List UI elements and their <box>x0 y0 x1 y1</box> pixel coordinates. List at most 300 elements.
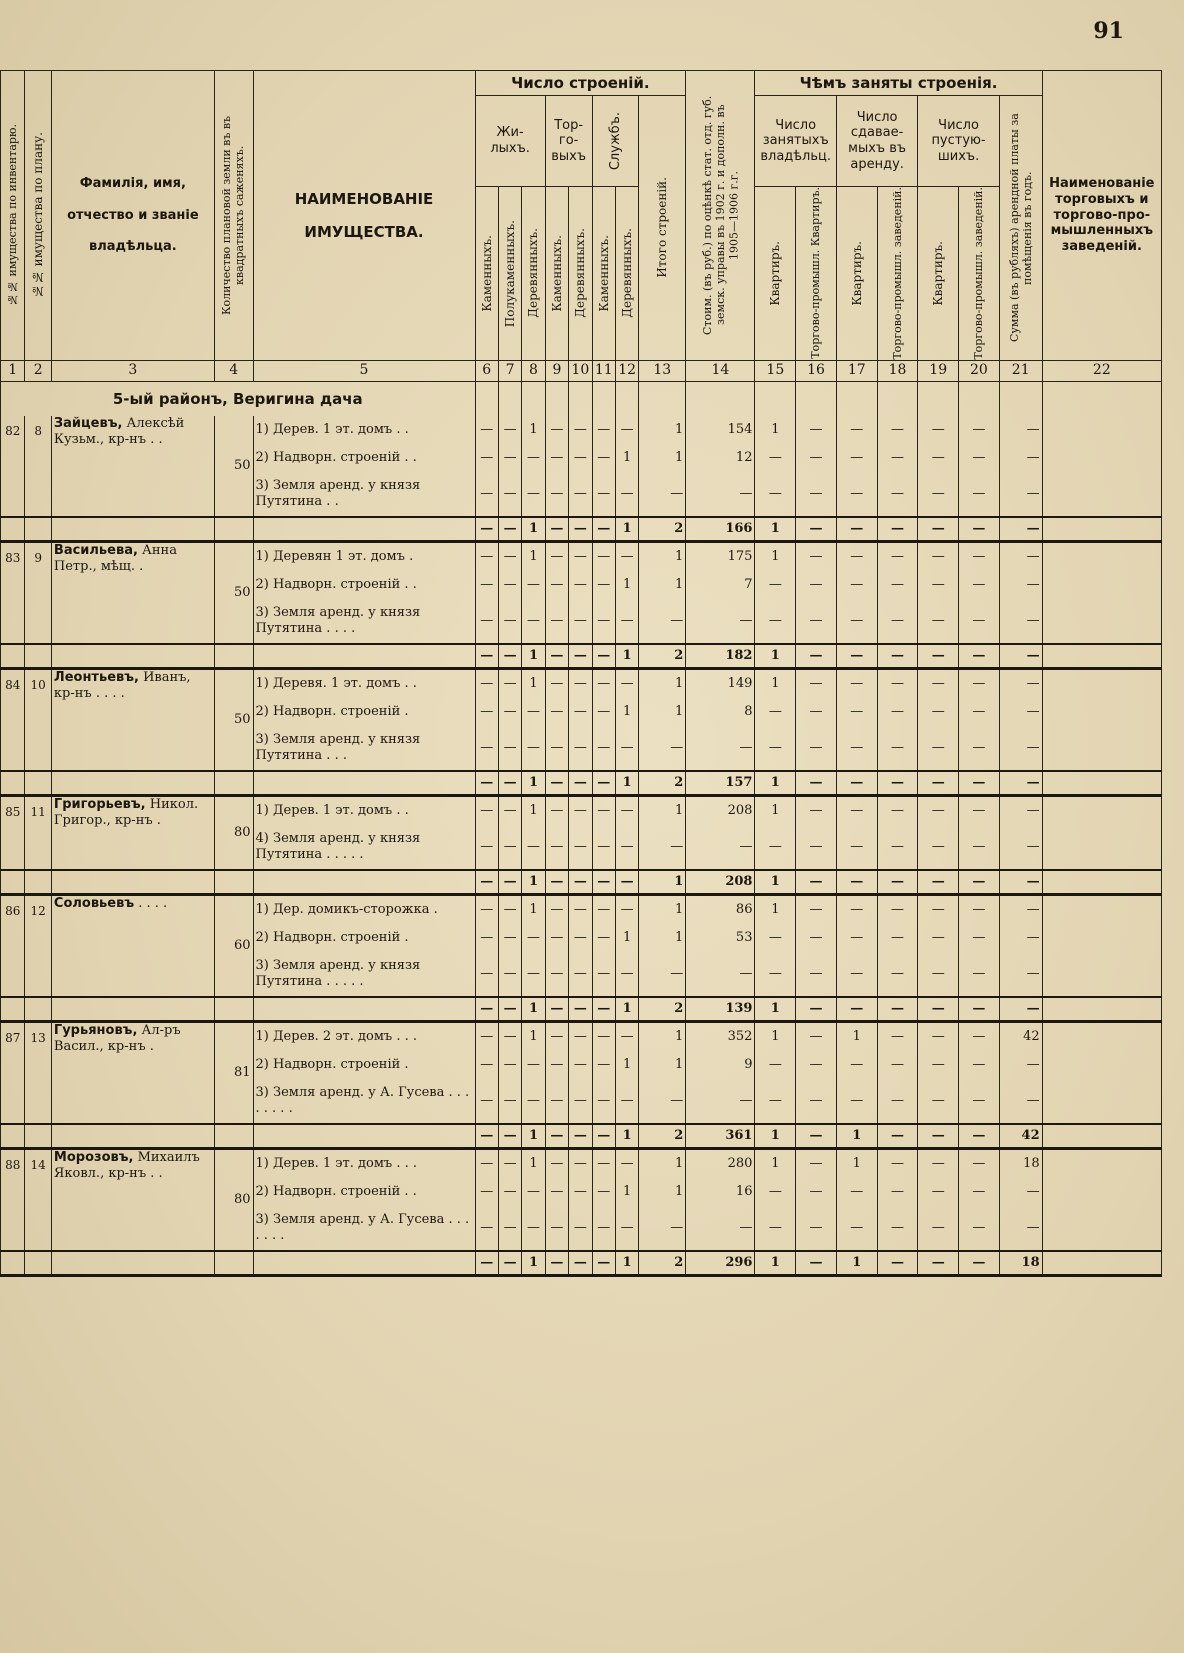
value-cell-c11: — <box>592 698 615 726</box>
value-cell-c18: — <box>877 599 918 644</box>
value-cell-c20: — <box>959 517 1000 542</box>
value-cell-c9: — <box>545 997 568 1022</box>
header-col-3: Фамилія, имя, отчество и званіе владѣльца. <box>51 71 214 361</box>
plan-number: 14 <box>25 1148 51 1251</box>
value-cell-c15: 1 <box>755 795 796 825</box>
header-col-18: Торгово-промышл. заведеній. <box>877 187 918 361</box>
value-cell-c10: — <box>569 997 592 1022</box>
value-cell-c7: — <box>498 472 521 517</box>
value-cell-c17: — <box>836 726 877 771</box>
header-col-15: Квартиръ. <box>755 187 796 361</box>
value-cell-c16: — <box>796 825 837 870</box>
value-cell-c9: — <box>545 1206 568 1251</box>
value-cell-c15: 1 <box>755 1148 796 1178</box>
value-cell-c19: — <box>918 416 959 444</box>
property-item: 1) Дерев. 1 эт. домъ . . <box>253 416 475 444</box>
value-cell-c21: 42 <box>999 1124 1042 1149</box>
value-cell-c18: — <box>877 997 918 1022</box>
value-cell-c7: — <box>498 517 521 542</box>
total-empty-cell <box>1 870 25 895</box>
value-cell-c11: — <box>592 1021 615 1051</box>
value-cell-c8: 1 <box>522 1251 545 1276</box>
value-cell-c15: 1 <box>755 541 796 571</box>
value-cell-c16: — <box>796 571 837 599</box>
value-cell-c17: — <box>836 1051 877 1079</box>
value-cell-c19: — <box>918 1251 959 1276</box>
value-cell-c16: — <box>796 1178 837 1206</box>
enterprise-cell <box>1042 870 1161 895</box>
value-cell-c21: — <box>999 668 1042 698</box>
total-empty-cell <box>51 1251 214 1276</box>
value-cell-c13: 1 <box>639 416 686 444</box>
value-cell-c15: — <box>755 571 796 599</box>
value-cell-c15: — <box>755 726 796 771</box>
value-cell-c18: — <box>877 698 918 726</box>
table-row <box>1 416 1162 444</box>
value-cell-c12: — <box>615 825 638 870</box>
value-cell-c6: — <box>475 1206 498 1251</box>
value-cell-c17: — <box>836 795 877 825</box>
total-empty-cell <box>214 1124 253 1149</box>
total-empty-cell <box>25 870 51 895</box>
value-cell-c20: — <box>959 1206 1000 1251</box>
value-cell-c18: — <box>877 1251 918 1276</box>
plan-number: 12 <box>25 894 51 997</box>
owner-surname: Гурьяновъ, <box>53 1022 138 1038</box>
total-empty-cell <box>51 870 214 895</box>
total-row <box>1 870 1162 895</box>
value-cell-c15: 1 <box>755 644 796 669</box>
value-cell-c14: 280 <box>686 1148 755 1178</box>
value-cell-c6: — <box>475 599 498 644</box>
owner-name <box>51 668 214 771</box>
value-cell-c7: — <box>498 1148 521 1178</box>
property-item: 1) Деревян 1 эт. домъ . <box>253 541 475 571</box>
value-cell-c14: 9 <box>686 1051 755 1079</box>
value-cell-c11: — <box>592 644 615 669</box>
owner-name <box>51 894 214 997</box>
value-cell-c7: — <box>498 698 521 726</box>
value-cell-c7: — <box>498 599 521 644</box>
value-cell-c8: — <box>522 1206 545 1251</box>
header-col-1: №№ имущества по инвентарю. <box>1 71 25 361</box>
value-cell-c21: — <box>999 1178 1042 1206</box>
column-number-9: 9 <box>545 360 568 381</box>
value-cell-c21: — <box>999 894 1042 924</box>
value-cell-c18: — <box>877 952 918 997</box>
value-cell-c11: — <box>592 795 615 825</box>
value-cell-c12: 1 <box>615 698 638 726</box>
value-cell-c16: — <box>796 1051 837 1079</box>
plan-number: 10 <box>25 668 51 771</box>
value-cell-c16: — <box>796 644 837 669</box>
district-title: 5-ый районъ, Веригина дача <box>1 381 476 416</box>
value-cell-c9: — <box>545 416 568 444</box>
value-cell-c13: 2 <box>639 1251 686 1276</box>
value-cell-c21: 18 <box>999 1148 1042 1178</box>
value-cell-c21: — <box>999 644 1042 669</box>
value-cell-c18: — <box>877 924 918 952</box>
value-cell-c17: — <box>836 444 877 472</box>
value-cell-c8: 1 <box>522 1148 545 1178</box>
enterprise-cell <box>1042 924 1161 952</box>
value-cell-c19: — <box>918 1021 959 1051</box>
value-cell-c14: 139 <box>686 997 755 1022</box>
total-empty-cell <box>253 870 475 895</box>
owner-details: Анна Петр., мѣщ. . <box>53 542 177 574</box>
value-cell-c19: — <box>918 698 959 726</box>
value-cell-c21: 18 <box>999 1251 1042 1276</box>
value-cell-c17: — <box>836 517 877 542</box>
value-cell-c8: — <box>522 1178 545 1206</box>
total-row <box>1 1124 1162 1149</box>
value-cell-c19: — <box>918 997 959 1022</box>
value-cell-c18: — <box>877 1124 918 1149</box>
value-cell-c19: — <box>918 1206 959 1251</box>
value-cell-c6: — <box>475 1148 498 1178</box>
inventory-number: 82 <box>1 416 25 517</box>
value-cell-c21: — <box>999 771 1042 796</box>
value-cell-c13: 1 <box>639 1148 686 1178</box>
value-cell-c18: — <box>877 1051 918 1079</box>
value-cell-c9: — <box>545 1148 568 1178</box>
value-cell-c16: — <box>796 924 837 952</box>
value-cell-c12: — <box>615 1079 638 1124</box>
value-cell-c17: — <box>836 1206 877 1251</box>
enterprise-cell <box>1042 571 1161 599</box>
plan-number: 8 <box>25 416 51 517</box>
value-cell-c19: — <box>918 517 959 542</box>
value-cell-c10: — <box>569 541 592 571</box>
land-area: 80 <box>214 1148 253 1251</box>
value-cell-c14: 86 <box>686 894 755 924</box>
column-number-19: 19 <box>918 360 959 381</box>
total-empty-cell <box>1 997 25 1022</box>
enterprise-cell <box>1042 1079 1161 1124</box>
value-cell-c17: — <box>836 472 877 517</box>
value-cell-c10: — <box>569 1051 592 1079</box>
value-cell-c20: — <box>959 1021 1000 1051</box>
value-cell-c13: — <box>639 726 686 771</box>
total-empty-cell <box>25 1251 51 1276</box>
owner-name <box>51 1148 214 1251</box>
header-col-20: Торгово-промышл. заведеній. <box>959 187 1000 361</box>
value-cell-c19: — <box>918 952 959 997</box>
value-cell-c6: — <box>475 894 498 924</box>
enterprise-cell <box>1042 771 1161 796</box>
total-empty-cell <box>1 1124 25 1149</box>
enterprise-cell <box>1042 825 1161 870</box>
value-cell-c13: 1 <box>639 698 686 726</box>
header-col-17: Квартиръ. <box>836 187 877 361</box>
value-cell-c17: — <box>836 416 877 444</box>
value-cell-c21: — <box>999 444 1042 472</box>
value-cell-c18: — <box>877 668 918 698</box>
value-cell-c18: — <box>877 894 918 924</box>
total-empty-cell <box>25 1124 51 1149</box>
value-cell-c21: — <box>999 1206 1042 1251</box>
value-cell-c7: — <box>498 571 521 599</box>
value-cell-c10: — <box>569 924 592 952</box>
value-cell-c12: 1 <box>615 1251 638 1276</box>
value-cell-c13: 1 <box>639 894 686 924</box>
column-number-21: 21 <box>999 360 1042 381</box>
value-cell-c17: — <box>836 825 877 870</box>
value-cell-c11: — <box>592 825 615 870</box>
value-cell-c8: 1 <box>522 894 545 924</box>
value-cell-c16: — <box>796 1251 837 1276</box>
value-cell-c17: — <box>836 771 877 796</box>
value-cell-c17: — <box>836 870 877 895</box>
enterprise-cell <box>1042 517 1161 542</box>
total-row <box>1 644 1162 669</box>
value-cell-c10: — <box>569 1148 592 1178</box>
value-cell-c16: — <box>796 870 837 895</box>
land-area: 80 <box>214 795 253 870</box>
value-cell-c6: — <box>475 726 498 771</box>
value-cell-c21: — <box>999 952 1042 997</box>
value-cell-c19: — <box>918 795 959 825</box>
value-cell-c20: — <box>959 952 1000 997</box>
value-cell-c14: — <box>686 952 755 997</box>
value-cell-c10: — <box>569 1079 592 1124</box>
value-cell-c16: — <box>796 795 837 825</box>
column-number-2: 2 <box>25 360 51 381</box>
value-cell-c19: — <box>918 894 959 924</box>
value-cell-c9: — <box>545 1021 568 1051</box>
header-trade: Тор-го-выхъ <box>545 96 592 187</box>
column-number-6: 6 <box>475 360 498 381</box>
total-empty-cell <box>214 517 253 542</box>
value-cell-c16: — <box>796 444 837 472</box>
value-cell-c19: — <box>918 1148 959 1178</box>
owner-name <box>51 416 214 517</box>
value-cell-c9: — <box>545 517 568 542</box>
value-cell-c18: — <box>877 1148 918 1178</box>
header-col-10: Деревянныхъ. <box>569 187 592 361</box>
value-cell-c19: — <box>918 644 959 669</box>
value-cell-c6: — <box>475 771 498 796</box>
value-cell-c14: — <box>686 726 755 771</box>
value-cell-c20: — <box>959 416 1000 444</box>
value-cell-c7: — <box>498 771 521 796</box>
value-cell-c18: — <box>877 416 918 444</box>
value-cell-c13: 2 <box>639 517 686 542</box>
value-cell-c15: — <box>755 472 796 517</box>
total-empty-cell <box>253 644 475 669</box>
district-row <box>1 381 1162 416</box>
value-cell-c12: 1 <box>615 1051 638 1079</box>
value-cell-c11: — <box>592 444 615 472</box>
owner-details: Иванъ, кр-нъ . . . . <box>53 669 191 701</box>
value-cell-c19: — <box>918 668 959 698</box>
value-cell-c17: — <box>836 541 877 571</box>
value-cell-c20: — <box>959 894 1000 924</box>
value-cell-c20: — <box>959 870 1000 895</box>
value-cell-c16: — <box>796 599 837 644</box>
total-empty-cell <box>25 997 51 1022</box>
value-cell-c18: — <box>877 870 918 895</box>
value-cell-c6: — <box>475 472 498 517</box>
value-cell-c7: — <box>498 997 521 1022</box>
property-item: 3) Земля аренд. у князя Путятина . . . <box>253 726 475 771</box>
value-cell-c19: — <box>918 825 959 870</box>
enterprise-cell <box>1042 1206 1161 1251</box>
value-cell-c16: — <box>796 726 837 771</box>
value-cell-c19: — <box>918 1051 959 1079</box>
value-cell-c18: — <box>877 1178 918 1206</box>
value-cell-c6: — <box>475 541 498 571</box>
value-cell-c21: — <box>999 698 1042 726</box>
value-cell-c6: — <box>475 444 498 472</box>
value-cell-c8: 1 <box>522 1124 545 1149</box>
value-cell-c7: — <box>498 541 521 571</box>
value-cell-c16: — <box>796 668 837 698</box>
value-cell-c10: — <box>569 1124 592 1149</box>
value-cell-c17: — <box>836 571 877 599</box>
value-cell-c11: — <box>592 541 615 571</box>
value-cell-c8: — <box>522 472 545 517</box>
owner-surname: Васильева, <box>53 542 138 558</box>
value-cell-c16: — <box>796 1206 837 1251</box>
value-cell-c9: — <box>545 571 568 599</box>
enterprise-cell <box>1042 541 1161 571</box>
value-cell-c8: — <box>522 825 545 870</box>
property-item: 3) Земля аренд. у князя Путятина . . . . <box>253 599 475 644</box>
value-cell-c20: — <box>959 726 1000 771</box>
enterprise-cell <box>1042 668 1161 698</box>
value-cell-c10: — <box>569 517 592 542</box>
value-cell-c13: 2 <box>639 1124 686 1149</box>
value-cell-c17: 1 <box>836 1124 877 1149</box>
value-cell-c19: — <box>918 1079 959 1124</box>
value-cell-c10: — <box>569 644 592 669</box>
inventory-number: 85 <box>1 795 25 870</box>
value-cell-c13: — <box>639 599 686 644</box>
value-cell-c21: 42 <box>999 1021 1042 1051</box>
value-cell-c10: — <box>569 825 592 870</box>
value-cell-c7: — <box>498 825 521 870</box>
property-item: 3) Земля аренд. у князя Путятина . . <box>253 472 475 517</box>
land-area: 50 <box>214 541 253 644</box>
value-cell-c12: 1 <box>615 924 638 952</box>
total-row <box>1 1251 1162 1276</box>
value-cell-c18: — <box>877 1206 918 1251</box>
value-cell-c9: — <box>545 1079 568 1124</box>
value-cell-c9: — <box>545 952 568 997</box>
value-cell-c12: — <box>615 472 638 517</box>
value-cell-c14: — <box>686 1206 755 1251</box>
value-cell-c9: — <box>545 1251 568 1276</box>
value-cell-c20: — <box>959 1124 1000 1149</box>
value-cell-c11: — <box>592 997 615 1022</box>
value-cell-c14: 175 <box>686 541 755 571</box>
owner-surname: Григорьевъ, <box>53 796 146 812</box>
value-cell-c14: — <box>686 472 755 517</box>
total-empty-cell <box>214 771 253 796</box>
value-cell-c13: 1 <box>639 1178 686 1206</box>
value-cell-c20: — <box>959 1251 1000 1276</box>
value-cell-c15: — <box>755 825 796 870</box>
value-cell-c21: — <box>999 997 1042 1022</box>
value-cell-c8: — <box>522 726 545 771</box>
column-number-3: 3 <box>51 360 214 381</box>
value-cell-c21: — <box>999 870 1042 895</box>
value-cell-c20: — <box>959 444 1000 472</box>
value-cell-c20: — <box>959 698 1000 726</box>
value-cell-c8: — <box>522 1051 545 1079</box>
value-cell-c13: 1 <box>639 541 686 571</box>
property-item: 2) Надворн. строеній . . <box>253 1178 475 1206</box>
value-cell-c13: 1 <box>639 1051 686 1079</box>
value-cell-c15: 1 <box>755 997 796 1022</box>
value-cell-c13: 1 <box>639 444 686 472</box>
total-empty-cell <box>253 1251 475 1276</box>
value-cell-c15: — <box>755 924 796 952</box>
value-cell-c8: — <box>522 1079 545 1124</box>
value-cell-c8: 1 <box>522 997 545 1022</box>
value-cell-c20: — <box>959 997 1000 1022</box>
value-cell-c6: — <box>475 698 498 726</box>
value-cell-c15: 1 <box>755 771 796 796</box>
value-cell-c6: — <box>475 1079 498 1124</box>
value-cell-c12: 1 <box>615 997 638 1022</box>
column-number-12: 12 <box>615 360 638 381</box>
value-cell-c14: 53 <box>686 924 755 952</box>
value-cell-c7: — <box>498 1251 521 1276</box>
value-cell-c20: — <box>959 1079 1000 1124</box>
owner-details: . . . . <box>134 895 168 911</box>
value-cell-c13: — <box>639 472 686 517</box>
value-cell-c18: — <box>877 644 918 669</box>
owner-name <box>51 541 214 644</box>
value-cell-c11: — <box>592 1148 615 1178</box>
enterprise-cell <box>1042 1124 1161 1149</box>
value-cell-c8: 1 <box>522 1021 545 1051</box>
value-cell-c10: — <box>569 771 592 796</box>
header-service: Службъ. <box>592 96 639 187</box>
enterprise-cell <box>1042 1251 1161 1276</box>
value-cell-c21: — <box>999 1051 1042 1079</box>
value-cell-c19: — <box>918 1178 959 1206</box>
value-cell-c12: — <box>615 894 638 924</box>
value-cell-c16: — <box>796 541 837 571</box>
owner-details: Никол. Григор., кр-нъ . <box>53 796 199 828</box>
value-cell-c20: — <box>959 599 1000 644</box>
value-cell-c11: — <box>592 1079 615 1124</box>
value-cell-c19: — <box>918 771 959 796</box>
value-cell-c17: — <box>836 644 877 669</box>
plan-number: 13 <box>25 1021 51 1124</box>
value-cell-c13: — <box>639 825 686 870</box>
value-cell-c11: — <box>592 1206 615 1251</box>
value-cell-c7: — <box>498 1021 521 1051</box>
total-empty-cell <box>25 644 51 669</box>
owner-surname: Леонтьевъ, <box>53 669 139 685</box>
value-cell-c15: — <box>755 1051 796 1079</box>
value-cell-c7: — <box>498 894 521 924</box>
value-cell-c6: — <box>475 1178 498 1206</box>
value-cell-c12: 1 <box>615 444 638 472</box>
value-cell-c10: — <box>569 870 592 895</box>
enterprise-cell <box>1042 795 1161 825</box>
value-cell-c21: — <box>999 825 1042 870</box>
value-cell-c12: 1 <box>615 1178 638 1206</box>
value-cell-c14: 12 <box>686 444 755 472</box>
value-cell-c13: — <box>639 1206 686 1251</box>
value-cell-c12: — <box>615 668 638 698</box>
value-cell-c17: — <box>836 924 877 952</box>
